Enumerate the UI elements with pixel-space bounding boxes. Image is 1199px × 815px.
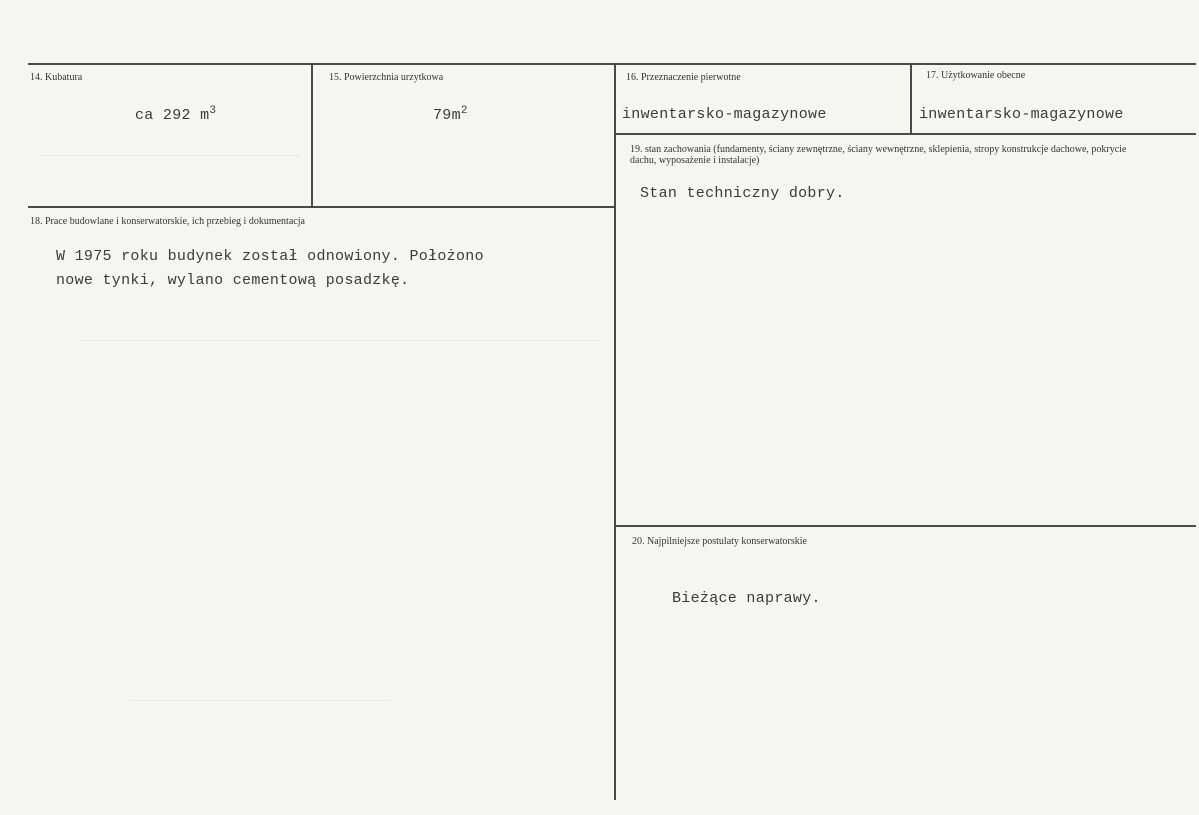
field-20-value: Bieżące naprawy. (672, 590, 821, 607)
field-18-label: 18. Prace budowlane i konserwatorskie, ich przebieg i dokumentacja (30, 216, 305, 227)
field-17-value: inwentarsko-magazynowe (919, 106, 1124, 123)
rule-under-14-15 (28, 206, 615, 208)
field-17-label: 17. Użytkowanie obecne (926, 70, 1026, 81)
rule-under-16-17 (615, 133, 1196, 135)
field-15-value: $79m^2$ (433, 105, 468, 124)
field-20-label: 20. Najpilniejsze postulaty konserwatorskie (632, 536, 807, 547)
field-19-value: Stan techniczny dobry. (640, 185, 845, 202)
field-16-label: 16. Przeznaczenie pierwotne (626, 72, 741, 83)
divider-16-17 (910, 63, 912, 135)
paper-guide (130, 700, 390, 701)
field-19-label: 19. stan zachowania (fundamenty, ściany zewnętrzne, ściany wewnętrzne, sklepienia, stropy konstrukcje dachowe, pokrycie dachu, wyposażenie i instalacje) (630, 144, 1127, 166)
paper-guide (40, 155, 300, 156)
field-14-label: 14. Kubatura (30, 72, 83, 83)
field-14-value: ca 292 $m^3$ (135, 105, 217, 124)
paper-guide (80, 340, 600, 341)
divider-14-15 (311, 63, 313, 208)
rule-above-20 (615, 525, 1196, 527)
field-18-line-2: nowe tynki, wylano cementową posadzkę. (56, 272, 410, 289)
field-18-line-1: W 1975 roku budynek został odnowiony. Położono (56, 248, 484, 265)
field-15-label: 15. Powierzchnia urzytkowa (329, 72, 444, 83)
top-rule (28, 63, 1196, 65)
field-16-value: inwentarsko-magazynowe (622, 106, 827, 123)
divider-left-right (614, 63, 616, 800)
